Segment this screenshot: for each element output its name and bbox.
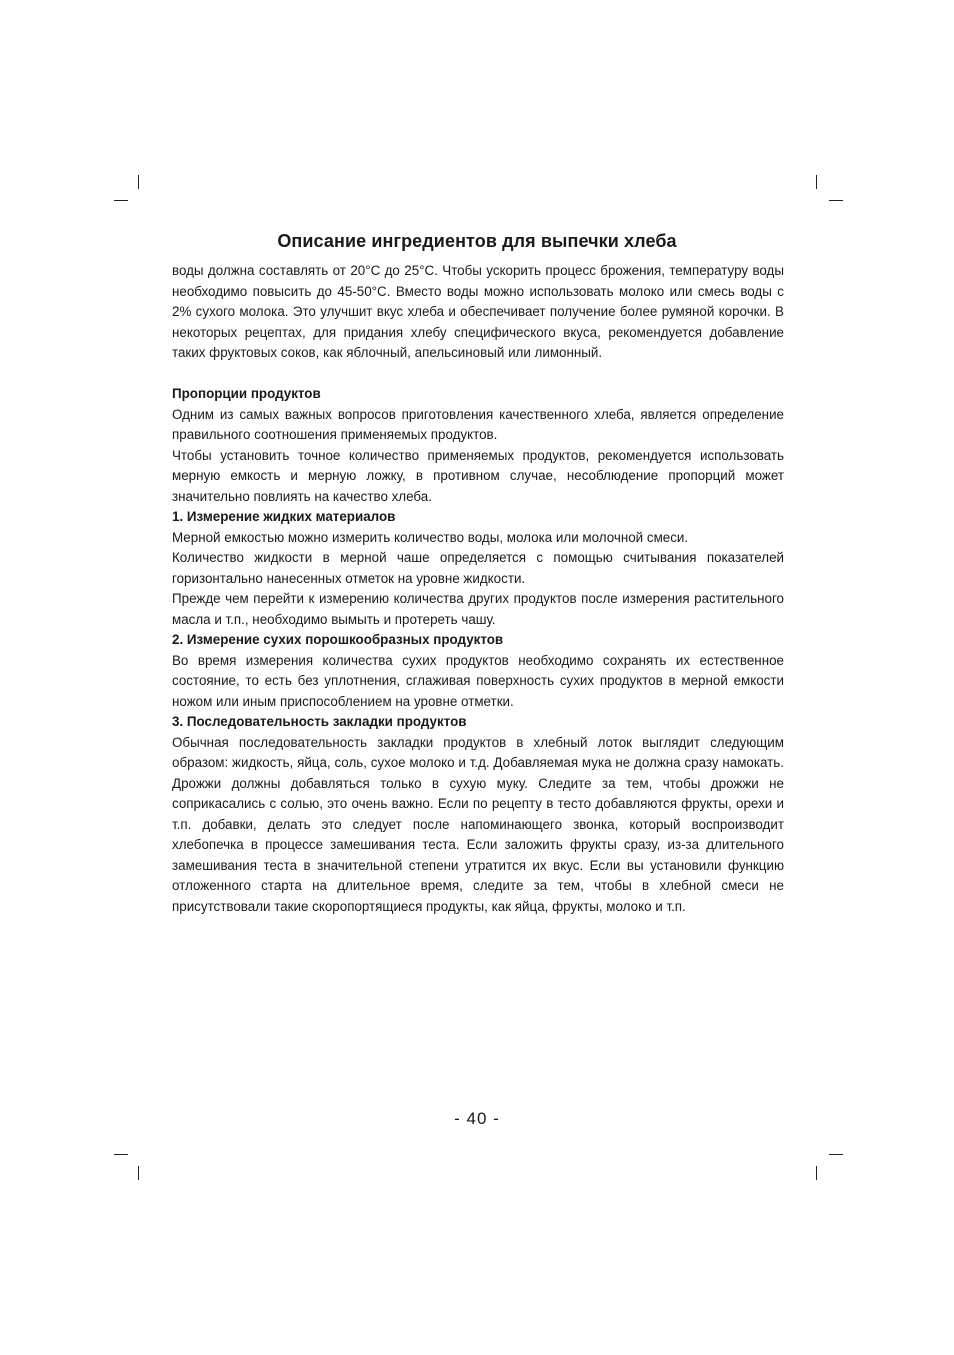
liquids-paragraph-2: Количество жидкости в мерной чаше определяется с помощью считывания показателей горизонтально нанесенных отметок на уровне жидкости. [172,550,784,586]
sequence-paragraph-1: Обычная последовательность закладки продуктов в хлебный лоток выглядит следующим образом: жидкость, яйца, соль, сухое молоко и т.д. Добавляемая мука не должна сразу намокать. Дрожжи должны добавляться только в сухую муку. Следите за тем, чтобы дрожжи не соприкасались с солью, это очень важно. Если по рецепту в тесто добавляются фрукты, орехи и т.п. добавки, делать это следует после напоминающего звонка, который воспроизводит хлебопечка в процессе замешивания теста. Если заложить фрукты сразу, из-за длительного замешивания теста в значительной степени утратится их вкус. Если вы установили функцию отложенного старта на длительное время, следите за тем, чтобы в хлебной смеси не присутствовали такие скоропортящиеся продукты, как яйца, фрукты, молоко и т.п. [172,734,784,914]
intro-paragraph: воды должна составлять от 20°С до 25°С. Чтобы ускорить процесс брожения, температуру воды необходимо повысить до 45-50°С. Вместо воды можно использовать молоко или смесь воды с 2% сухого молока. Это улучшит вкус хлеба и обеспечивает получение более румяной корочки. В некоторых рецептах, для придания хлебу специфического вкуса, рекомендуется добавление таких фруктовых соков, как яблочный, апельсиновый или лимонный. [172,263,784,360]
liquids-paragraph-1: Мерной емкостью можно измерить количество воды, молока или молочной смеси. [172,529,689,545]
proportions-paragraph-1: Одним из самых важных вопросов приготовления качественного хлеба, является определение правильного соотношения применяемых продуктов. [172,406,784,442]
dry-heading: 2. Измерение сухих порошкообразных продуктов [172,632,504,647]
crop-mark-top-right-horizontal [829,200,843,201]
sequence-heading: 3. Последовательность закладки продуктов [172,714,467,729]
crop-mark-bottom-right-vertical [816,1166,817,1180]
document-body [172,261,784,917]
crop-mark-top-left-vertical [138,175,139,189]
liquids-paragraph-3: Прежде чем перейти к измерению количества других продуктов после измерения растительного масла и т.п., необходимо вымыть и протереть чашу. [172,591,784,627]
crop-mark-bottom-left-vertical [138,1166,139,1180]
proportions-paragraph-2: Чтобы установить точное количество применяемых продуктов, рекомендуется использовать мерную емкость и мерную ложку, в противном случае, несоблюдение пропорций может значительно повлиять на качество хлеба. [172,447,784,504]
crop-mark-top-left-horizontal [114,200,128,201]
page-title: Описание ингредиентов для выпечки хлеба [277,231,677,251]
liquids-heading: 1. Измерение жидких материалов [172,509,396,524]
crop-mark-bottom-right-horizontal [829,1154,843,1155]
dry-paragraph-1: Во время измерения количества сухих продуктов необходимо сохранять их естественное состояние, то есть без уплотнения, сглаживая поверхность сухих продуктов в мерной емкости ножом или иным приспособлением на уровне отметки. [172,652,784,709]
crop-mark-bottom-left-horizontal [114,1154,128,1155]
crop-mark-top-right-vertical [816,175,817,189]
section-spacer [172,364,784,385]
page-number: - 40 - [454,1109,500,1128]
proportions-heading: Пропорции продуктов [172,386,321,401]
